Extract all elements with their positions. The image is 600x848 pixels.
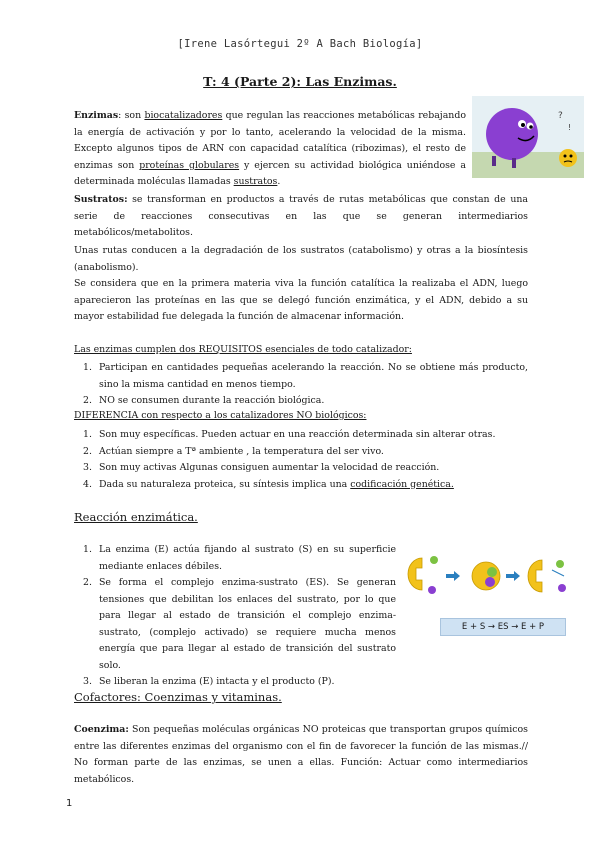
reaction-equation: E + S → ES → E + P	[440, 618, 566, 636]
item-number: 2.	[83, 445, 92, 457]
enzyme-cartoon-image	[472, 96, 584, 178]
item-text: Actúan siempre a Tª ambiente , la temperatura del ser vivo.	[99, 445, 384, 457]
diferencia-heading: DIFERENCIA con respecto a los catalizadores NO biológicos:	[74, 410, 367, 421]
item-text: La enzima (E) actúa fijando al sustrato (S) en su superficie mediante enlaces débiles.	[99, 544, 396, 572]
reaccion-list	[74, 542, 396, 691]
sustratos-link[interactable]: sustratos	[233, 176, 278, 187]
rutas-paragraph: Unas rutas conducen a la degradación de los sustratos (catabolismo) y otras a la biosíntesis (anabolismo).	[74, 245, 528, 273]
page-number: 1	[66, 798, 73, 809]
list-item	[74, 477, 528, 494]
reaccion-heading: Reacción enzimática.	[74, 510, 198, 524]
item-text: NO se consumen durante la reacción biológica.	[99, 395, 325, 406]
list-item	[74, 444, 528, 461]
item-text: Dada su naturaleza proteica, su síntesis implica una	[99, 478, 351, 490]
enzimas-text-2: que regulan las reacciones metabólicas rebajando la energía de activación y por lo tanto, acelerando la velocidad de la misma. Excepto algunos tipos de ARN con capacidad catalítica (ribozimas), el resto de enzimas son	[74, 110, 466, 171]
list-item	[74, 542, 396, 575]
enzimas-term: Enzimas	[74, 110, 119, 121]
cofactores-heading: Cofactores: Coenzimas y vitaminas.	[74, 690, 282, 704]
requisitos-heading: Las enzimas cumplen dos REQUISITOS esenciales de todo catalizador:	[74, 344, 412, 355]
item-number: 3.	[83, 462, 92, 473]
page-header: [Irene Lasórtegui 2º A Bach Biología]	[177, 38, 423, 50]
item-number: 1.	[83, 429, 92, 440]
sustratos-term: Sustratos:	[74, 194, 128, 205]
item-text: Se liberan la enzima (E) intacta y el producto (P).	[99, 676, 335, 687]
page-title: T: 4 (Parte 2): Las Enzimas.	[203, 74, 397, 89]
item-text: Participan en cantidades pequeñas acelerando la reacción. No se obtiene más producto, sino la misma cantidad en menos tiempo.	[99, 362, 528, 390]
enzimas-paragraph	[74, 108, 466, 191]
coenzima-term: Coenzima:	[74, 724, 129, 735]
list-item	[74, 427, 528, 444]
item-text: Son muy específicas. Pueden actuar en una reacción determinada sin alterar otras.	[99, 429, 496, 440]
item-text: Se forma el complejo enzima-sustrato (ES). Se generan tensiones que debilitan los enlaces del sustrato, por lo que para llegar al estado de transición el complejo enzima-sustrato, (complejo activado) se requiere mucha menos energía que para llegar al estado de transición del sustrato solo.	[99, 577, 396, 671]
enzimas-text-4: .	[277, 176, 281, 187]
list-item	[74, 674, 396, 691]
coenzima-paragraph	[74, 722, 528, 788]
item-number: 1.	[83, 544, 92, 555]
requisitos-list	[74, 360, 528, 410]
adn-paragraph: Se considera que en la primera materia viva la función catalítica la realizaba el ADN, luego aparecieron las proteínas en las que se delegó función enzimática, y el ADN, debido a su mayor estabilidad fue delegada la función de almacenar información.	[74, 278, 528, 322]
biocatalizadores-link[interactable]: biocatalizadores	[144, 110, 223, 121]
item-text: Son muy activas Algunas consiguen aumentar la velocidad de reacción.	[99, 462, 440, 473]
sustratos-paragraph	[74, 192, 528, 242]
enzyme-reaction-diagram	[404, 546, 572, 612]
diferencia-list	[74, 427, 528, 493]
svg-text:!: !	[568, 123, 572, 132]
item-number: 4.	[83, 478, 92, 490]
list-item	[74, 575, 396, 674]
list-item	[74, 393, 528, 410]
list-item	[74, 460, 528, 477]
enzimas-text-3: y ejercen su actividad biológica uniéndose a determinada moléculas llamadas	[74, 159, 466, 187]
sustratos-text: se transforman en productos a través de rutas metabólicas que constan de una serie de reacciones consecutivas en las que se generan intermediarios metabólicos/metabolitos.	[74, 194, 528, 238]
codificacion-genetica-link[interactable]: codificación genética.	[350, 478, 454, 490]
coenzima-text: Son pequeñas moléculas orgánicas NO proteicas que transportan grupos químicos entre las diferentes enzimas del organismo con el fin de favorecer la función de las mismas.// No forman parte de las enzimas, se unen a ellas. Función: Actuar como intermediarios metabólicos.	[74, 724, 528, 785]
item-number: 3.	[83, 676, 92, 687]
item-number: 2.	[83, 395, 92, 406]
item-number: 2.	[83, 577, 92, 588]
proteinas-globulares-link[interactable]: proteínas globulares	[139, 159, 240, 171]
item-number: 1.	[83, 362, 92, 373]
list-item	[74, 360, 528, 393]
enzimas-text-1: : son	[118, 110, 145, 121]
svg-text:?: ?	[558, 111, 563, 121]
